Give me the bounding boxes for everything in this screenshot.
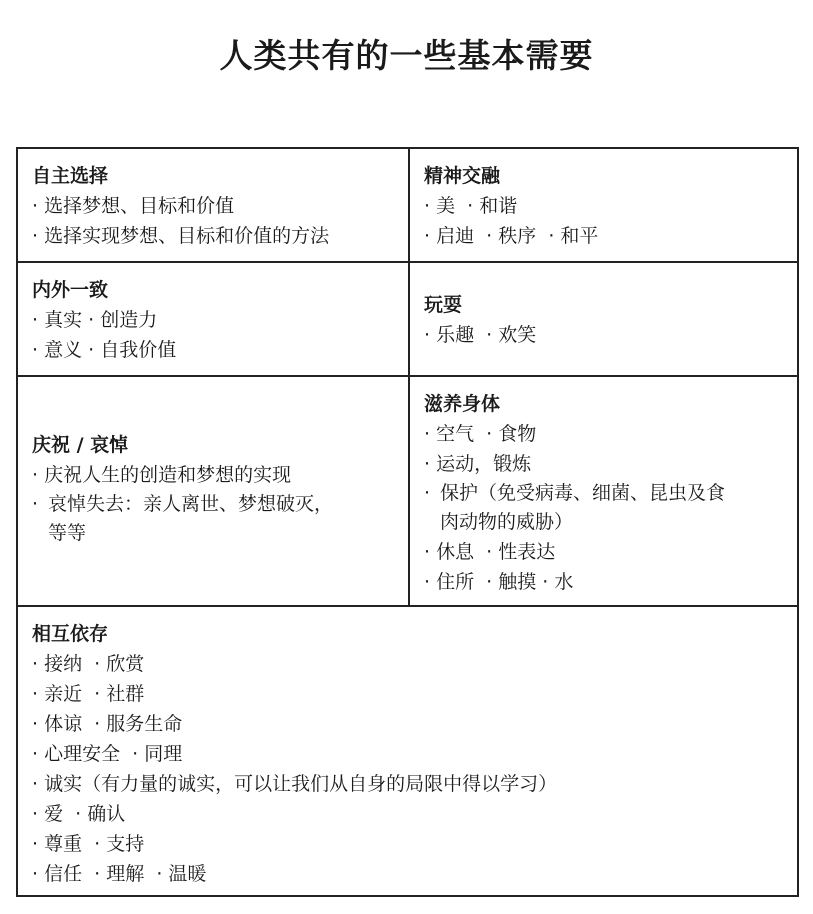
cell-heading: 自主选择 [32,165,109,187]
list-item: · 运动，锻炼 [424,453,532,475]
list-item: · 乐趣 · 欢笑 [424,324,537,346]
cell-integrity [18,263,408,375]
cell-play [410,263,797,375]
list-item-continued: 等等 [48,522,87,544]
list-item: · 亲近 · 社群 [32,683,145,705]
cell-heading: 庆祝 / 哀悼 [32,434,129,456]
cell-heading: 内外一致 [32,279,109,301]
list-item: · 住所 · 触摸 · 水 [424,571,574,593]
cell-heading: 相互依存 [32,623,109,645]
list-item: · 心理安全 · 同理 [32,743,183,765]
cell-spiritual [410,149,797,261]
cell-interdependence [18,607,797,895]
cell-celebration [18,377,408,605]
list-item: · 休息 · 性表达 [424,541,556,563]
list-item: · 庆祝人生的创造和梦想的实现 [32,464,292,486]
list-item-continued: 肉动物的威胁） [440,511,574,533]
cell-autonomy [18,149,408,261]
list-item: · 意义 · 自我价值 [32,339,177,361]
list-item: · 诚实（有力量的诚实，可以让我们从自身的局限中得以学习） [32,773,558,795]
cell-heading: 精神交融 [424,165,501,187]
list-item: · 爱 · 确认 [32,803,126,825]
list-item: · 启迪 · 秩序 · 和平 [424,225,599,247]
page-title: 人类共有的一些基本需要 [219,36,594,75]
list-item: · 选择实现梦想、目标和价值的方法 [32,225,330,247]
list-item: · 美 · 和谐 [424,195,518,217]
list-item: · 尊重 · 支持 [32,833,145,855]
cell-physical [410,377,797,605]
list-item: · 信任 · 理解 · 温暖 [32,863,207,885]
cell-heading: 滋养身体 [424,393,501,415]
list-item: · 体谅 · 服务生命 [32,713,183,735]
needs-table [16,147,799,897]
cell-heading: 玩耍 [424,294,463,316]
list-item: · 哀悼失去：亲人离世、梦想破灭， [32,493,334,515]
list-item: · 真实 · 创造力 [32,309,158,331]
list-item: · 空气 · 食物 [424,423,537,445]
list-item: · 选择梦想、目标和价值 [32,195,235,217]
list-item: · 保护（免受病毒、细菌、昆虫及食 [424,482,726,504]
list-item: · 接纳 · 欣赏 [32,653,145,675]
